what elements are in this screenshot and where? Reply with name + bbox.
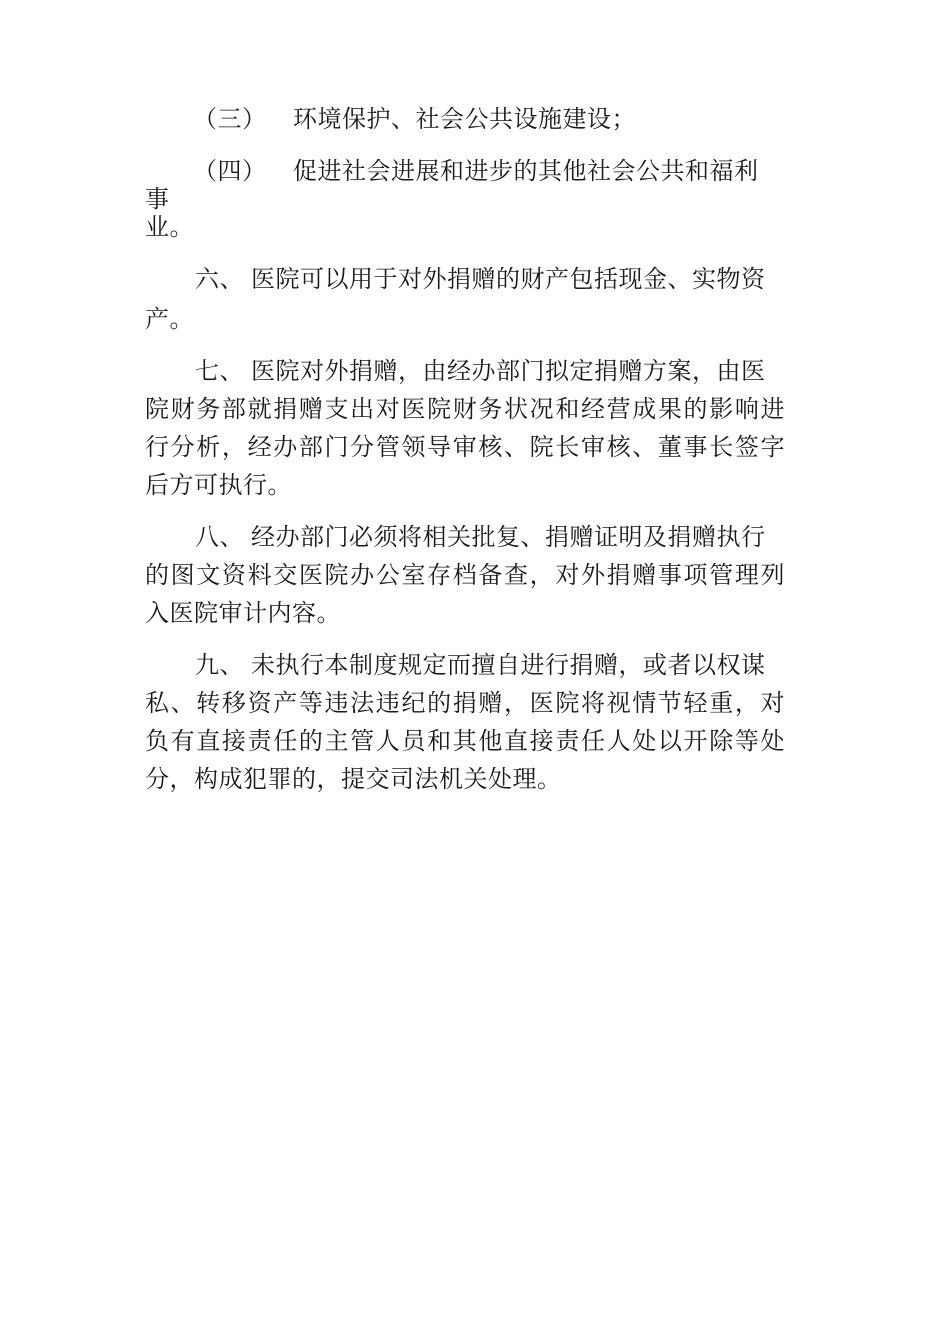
item-6-text-1: 医院可以用于对外捐赠的财产包括现金、实物资 [251, 265, 766, 293]
item-9-text-1: 未执行本制度规定而擅自进行捐赠，或者以权谋 [251, 651, 766, 679]
item-8-line-3: 入医院审计内容。 [145, 599, 341, 627]
item-6-line-2: 产。 [145, 305, 194, 333]
item-7-marker: 七、 [195, 357, 244, 385]
item-6-marker: 六、 [195, 265, 244, 293]
item-4-marker: （四） [193, 157, 267, 185]
item-4-text-1: 促进社会进展和进步的其他社会公共和福利 [293, 157, 759, 185]
item-9-line-1 [145, 650, 785, 680]
item-9-line-3: 负有直接责任的主管人员和其他直接责任人处以开除等处 [145, 727, 785, 755]
item-3-text: 环境保护、社会公共设施建设； [293, 105, 636, 133]
item-8-marker: 八、 [195, 523, 244, 551]
item-7-text-1: 医院对外捐赠，由经办部门拟定捐赠方案，由医 [251, 357, 766, 385]
item-7-line-3: 行分析，经办部门分管领导审核、院长审核、董事长签字 [145, 433, 785, 461]
item-7-line-1 [145, 356, 785, 386]
item-3-line-1 [145, 104, 785, 134]
item-3-marker: （三） [193, 105, 267, 133]
item-8-text-1: 经办部门必须将相关批复、捐赠证明及捐赠执行 [251, 523, 766, 551]
item-4-line-3: 业。 [145, 213, 194, 241]
item-9-line-4: 分，构成犯罪的，提交司法机关处理。 [145, 765, 562, 793]
item-9-line-2: 私、转移资产等违法违纪的捐赠，医院将视情节轻重，对 [145, 689, 785, 717]
item-8-line-1 [145, 522, 785, 552]
item-7-line-4: 后方可执行。 [145, 471, 292, 499]
item-8-line-2: 的图文资料交医院办公室存档备查，对外捐赠事项管理列 [145, 561, 785, 589]
item-4-line-2: 事 [145, 185, 170, 213]
item-4-line-1 [145, 156, 785, 186]
item-7-line-2: 院财务部就捐赠支出对医院财务状况和经营成果的影响进 [145, 395, 785, 423]
item-9-marker: 九、 [195, 651, 244, 679]
item-6-line-1 [145, 264, 785, 294]
